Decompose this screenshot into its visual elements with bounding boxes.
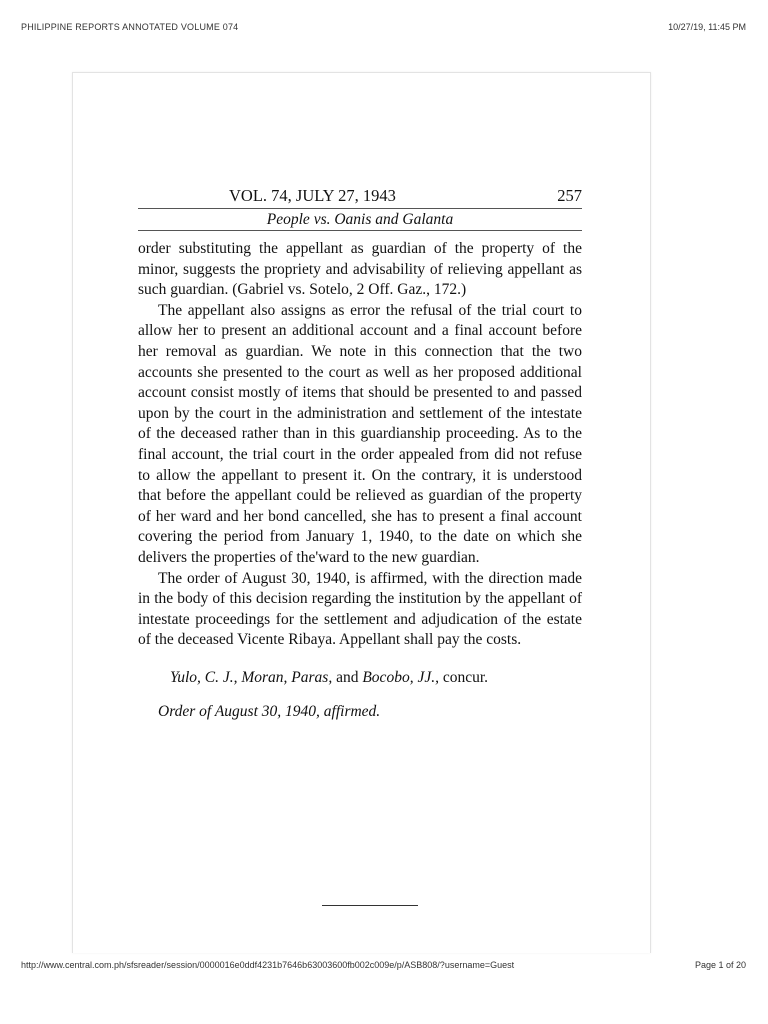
volume-date: VOL. 74, JULY 27, 1943: [229, 186, 396, 205]
paragraph-3: The order of August 30, 1940, is affirmed, with the direction made in the body of this decision regarding the institution by the appellant of intestate proceedings for the settlement and adjudication of the estate of the deceased Vicente Ribaya. Appellant shall pay the costs.: [138, 569, 582, 649]
case-title: People vs. Oanis and Galanta: [266, 211, 454, 228]
end-rule: [322, 905, 418, 906]
header-rule-bottom: [138, 230, 582, 231]
paragraph-2: The appellant also assigns as error the refusal of the trial court to allow her to present an additional account and a final account before her removal as guardian. We note in this connection that the two accounts she presented to the court as well as her proposed additional account consist mostly of items that should be presented to and passed upon by the court in the administration and settlement of the intestate of the deceased rather than in this guardianship proceeding. As to the final account, the trial court in the order appealed from did not refuse to allow the appellant to present it. On the contrary, it is understood that before the appellant could be relieved as guardian of the property of her ward and her bond cancelled, she has to present a final account covering the period from January 1, 1940, to the date on which she delivers the properties of the'ward to the new guardian.: [138, 301, 582, 566]
concurrence-line: [138, 669, 582, 687]
decision-body: [138, 239, 582, 651]
page-number: 257: [557, 186, 582, 205]
page-url: http://www.central.com.ph/sfsreader/session/0000016e0ddf4231b7646b63003600fb002c009e/p/ASB808/?username=Guest: [21, 960, 515, 970]
print-footer: [21, 960, 746, 974]
paragraph-1: order substituting the appellant as guardian of the property of the minor, suggests the propriety and advisability of relieving appellant as such guardian. (Gabriel vs. Sotelo, 2 Off. Gaz., 172.): [138, 240, 582, 299]
concurrence-verb: concur.: [438, 668, 489, 686]
page-content: [138, 186, 582, 721]
print-header-datetime: 10/27/19, 11:45 PM: [668, 22, 746, 32]
print-header-title: PHILIPPINE REPORTS ANNOTATED VOLUME 074: [21, 22, 239, 32]
disposition: Order of August 30, 1940, affirmed.: [158, 702, 381, 720]
concurring-justices: Yulo, C. J., Moran, Paras,: [170, 668, 333, 686]
running-head: [138, 186, 582, 208]
print-header: [21, 22, 746, 36]
concurrence-conjunction: and: [332, 668, 363, 686]
page-counter: Page 1 of 20: [694, 960, 746, 970]
concurring-justices-2: Bocobo, JJ.,: [362, 668, 439, 686]
